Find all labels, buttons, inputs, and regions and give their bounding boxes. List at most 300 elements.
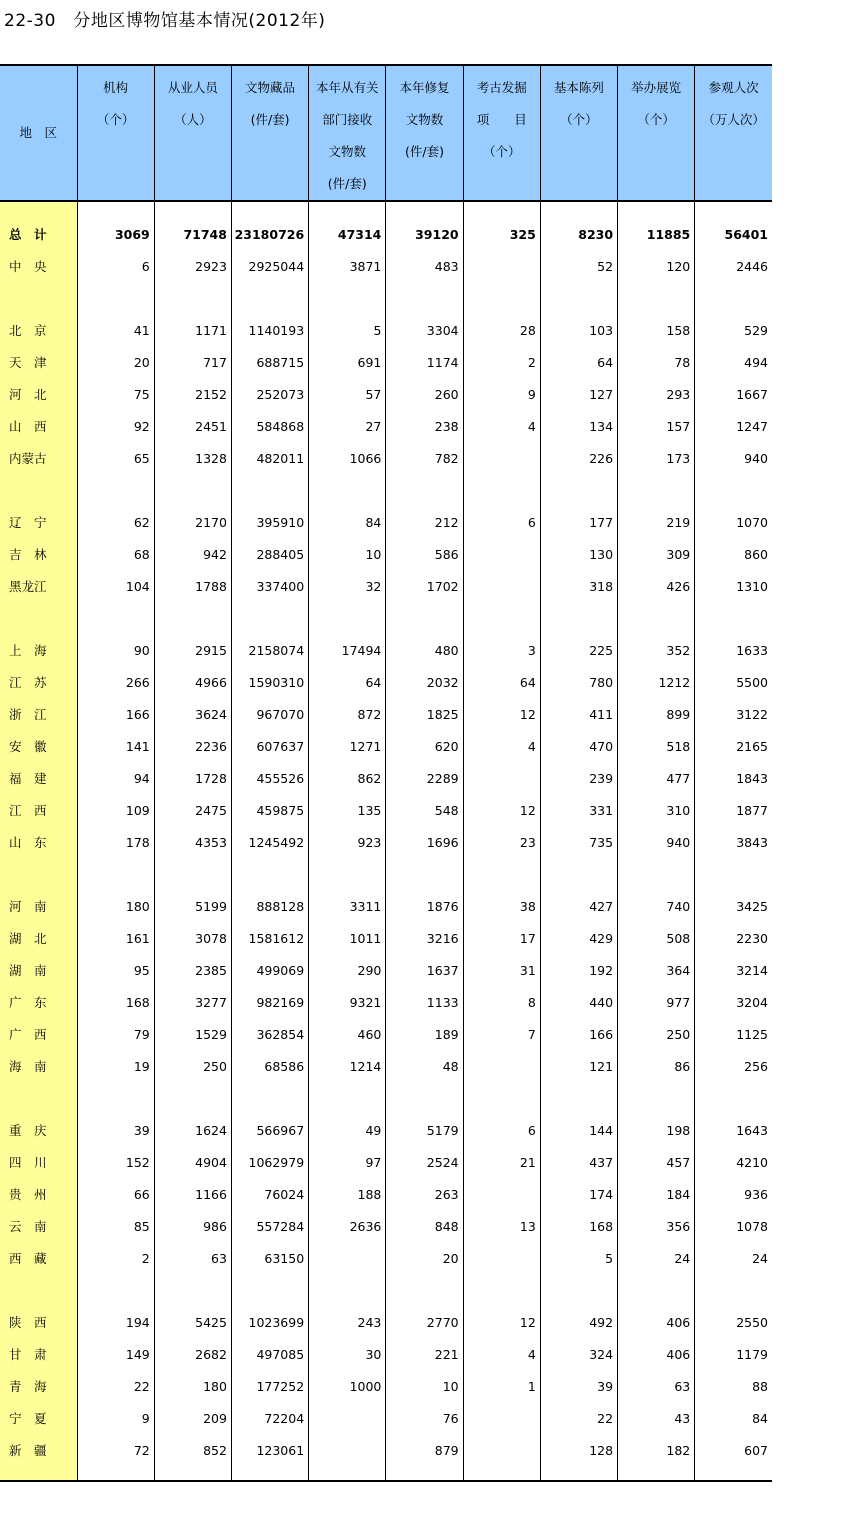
value-cell: 395910 xyxy=(231,506,308,538)
value-cell: 64 xyxy=(540,346,617,378)
column-header-line: 文物藏品 xyxy=(245,80,296,95)
table-row xyxy=(0,986,772,1018)
value-cell: 7 xyxy=(463,1018,540,1050)
value-cell xyxy=(154,474,231,506)
value-cell: 5 xyxy=(540,1242,617,1274)
value-cell xyxy=(154,1274,231,1306)
value-cell: 499069 xyxy=(231,954,308,986)
value-cell: 66 xyxy=(77,1178,154,1210)
value-cell: 79 xyxy=(77,1018,154,1050)
value-cell xyxy=(386,201,463,218)
column-header xyxy=(231,65,308,201)
value-cell: 691 xyxy=(309,346,386,378)
value-cell xyxy=(540,1466,617,1481)
region-name: 辽 宁 xyxy=(0,506,77,538)
value-cell xyxy=(540,1274,617,1306)
value-cell: 5425 xyxy=(154,1306,231,1338)
value-cell: 1174 xyxy=(386,346,463,378)
value-cell xyxy=(231,474,308,506)
value-cell: 899 xyxy=(618,698,695,730)
value-cell: 1171 xyxy=(154,314,231,346)
value-cell xyxy=(540,201,617,218)
value-cell: 518 xyxy=(618,730,695,762)
table-row xyxy=(0,666,772,698)
region-name: 甘 肃 xyxy=(0,1338,77,1370)
value-cell: 24 xyxy=(695,1242,772,1274)
value-cell xyxy=(231,201,308,218)
value-cell xyxy=(77,282,154,314)
value-cell: 566967 xyxy=(231,1114,308,1146)
value-cell: 557284 xyxy=(231,1210,308,1242)
value-cell: 4353 xyxy=(154,826,231,858)
table-row xyxy=(0,506,772,538)
value-cell: 30 xyxy=(309,1338,386,1370)
value-cell xyxy=(463,1466,540,1481)
column-header-line: 部门接收 xyxy=(322,112,373,127)
region-name: 西 藏 xyxy=(0,1242,77,1274)
value-cell: 480 xyxy=(386,634,463,666)
column-header xyxy=(695,65,772,201)
table-row xyxy=(0,1050,772,1082)
value-cell: 192 xyxy=(540,954,617,986)
value-cell: 9 xyxy=(77,1402,154,1434)
value-cell: 1633 xyxy=(695,634,772,666)
column-header xyxy=(309,65,386,201)
value-cell: 134 xyxy=(540,410,617,442)
value-cell: 4 xyxy=(463,410,540,442)
value-cell: 64 xyxy=(463,666,540,698)
value-cell xyxy=(386,602,463,634)
value-cell: 1643 xyxy=(695,1114,772,1146)
value-cell xyxy=(618,1082,695,1114)
value-cell: 717 xyxy=(154,346,231,378)
column-header-line: 本年修复 xyxy=(399,80,450,95)
value-cell: 17 xyxy=(463,922,540,954)
region-cell xyxy=(0,282,77,314)
value-cell xyxy=(695,602,772,634)
value-cell: 2 xyxy=(77,1242,154,1274)
value-cell: 1214 xyxy=(309,1050,386,1082)
value-cell: 22 xyxy=(540,1402,617,1434)
value-cell: 38 xyxy=(463,890,540,922)
value-cell: 23180726 xyxy=(231,218,308,250)
region-name: 河 南 xyxy=(0,890,77,922)
value-cell xyxy=(695,858,772,890)
value-cell: 178 xyxy=(77,826,154,858)
column-header-line: 文物数 xyxy=(328,144,367,159)
value-cell: 12 xyxy=(463,794,540,826)
table-row xyxy=(0,314,772,346)
column-header-line: 考古发掘 xyxy=(476,80,527,95)
column-header-region: 地 区 xyxy=(0,65,77,201)
region-name: 内蒙古 xyxy=(0,442,77,474)
value-cell: 103 xyxy=(540,314,617,346)
value-cell: 149 xyxy=(77,1338,154,1370)
value-cell: 198 xyxy=(618,1114,695,1146)
value-cell: 494 xyxy=(695,346,772,378)
value-cell xyxy=(618,282,695,314)
value-cell: 1011 xyxy=(309,922,386,954)
value-cell: 879 xyxy=(386,1434,463,1466)
value-cell: 780 xyxy=(540,666,617,698)
column-header xyxy=(77,65,154,201)
value-cell: 97 xyxy=(309,1146,386,1178)
value-cell: 22 xyxy=(77,1370,154,1402)
value-cell: 127 xyxy=(540,378,617,410)
total-row xyxy=(0,218,772,250)
value-cell: 11885 xyxy=(618,218,695,250)
value-cell: 406 xyxy=(618,1306,695,1338)
region-name: 贵 州 xyxy=(0,1178,77,1210)
region-name: 天 津 xyxy=(0,346,77,378)
value-cell: 188 xyxy=(309,1178,386,1210)
value-cell: 457 xyxy=(618,1146,695,1178)
value-cell: 331 xyxy=(540,794,617,826)
value-cell: 318 xyxy=(540,570,617,602)
region-name: 总 计 xyxy=(0,218,77,250)
region-name: 浙 江 xyxy=(0,698,77,730)
table-row xyxy=(0,890,772,922)
table-row xyxy=(0,570,772,602)
value-cell: 49 xyxy=(309,1114,386,1146)
value-cell xyxy=(463,570,540,602)
value-cell xyxy=(309,1466,386,1481)
value-cell: 76024 xyxy=(231,1178,308,1210)
value-cell: 324 xyxy=(540,1338,617,1370)
value-cell: 141 xyxy=(77,730,154,762)
value-cell: 2236 xyxy=(154,730,231,762)
value-cell: 1 xyxy=(463,1370,540,1402)
value-cell: 250 xyxy=(154,1050,231,1082)
region-name: 新 疆 xyxy=(0,1434,77,1466)
value-cell: 2475 xyxy=(154,794,231,826)
value-cell: 3204 xyxy=(695,986,772,1018)
value-cell: 470 xyxy=(540,730,617,762)
value-cell: 72 xyxy=(77,1434,154,1466)
value-cell: 406 xyxy=(618,1338,695,1370)
value-cell: 3078 xyxy=(154,922,231,954)
value-cell: 239 xyxy=(540,762,617,794)
value-cell: 2170 xyxy=(154,506,231,538)
value-cell: 5 xyxy=(309,314,386,346)
value-cell xyxy=(463,282,540,314)
value-cell: 1667 xyxy=(695,378,772,410)
header-row xyxy=(0,65,772,201)
value-cell: 158 xyxy=(618,314,695,346)
value-cell xyxy=(154,282,231,314)
table-row xyxy=(0,1434,772,1466)
region-name: 湖 南 xyxy=(0,954,77,986)
value-cell: 942 xyxy=(154,538,231,570)
value-cell: 1877 xyxy=(695,794,772,826)
value-cell: 39120 xyxy=(386,218,463,250)
value-cell: 152 xyxy=(77,1146,154,1178)
region-name: 云 南 xyxy=(0,1210,77,1242)
region-cell xyxy=(0,858,77,890)
value-cell: 529 xyxy=(695,314,772,346)
value-cell: 123061 xyxy=(231,1434,308,1466)
value-cell: 362854 xyxy=(231,1018,308,1050)
column-header-line: (件/套) xyxy=(405,144,444,159)
value-cell xyxy=(463,250,540,282)
value-cell xyxy=(386,1274,463,1306)
value-cell xyxy=(77,858,154,890)
value-cell: 1788 xyxy=(154,570,231,602)
value-cell: 459875 xyxy=(231,794,308,826)
value-cell: 3122 xyxy=(695,698,772,730)
value-cell xyxy=(618,201,695,218)
value-cell: 508 xyxy=(618,922,695,954)
value-cell: 3871 xyxy=(309,250,386,282)
region-name: 河 北 xyxy=(0,378,77,410)
value-cell: 168 xyxy=(540,1210,617,1242)
value-cell xyxy=(309,474,386,506)
value-cell: 221 xyxy=(386,1338,463,1370)
value-cell: 219 xyxy=(618,506,695,538)
value-cell: 1529 xyxy=(154,1018,231,1050)
column-header-line: （个） xyxy=(637,112,675,127)
value-cell: 940 xyxy=(695,442,772,474)
value-cell: 238 xyxy=(386,410,463,442)
value-cell: 477 xyxy=(618,762,695,794)
value-cell: 1140193 xyxy=(231,314,308,346)
value-cell: 3069 xyxy=(77,218,154,250)
value-cell: 31 xyxy=(463,954,540,986)
value-cell: 13 xyxy=(463,1210,540,1242)
table-row xyxy=(0,954,772,986)
value-cell: 189 xyxy=(386,1018,463,1050)
table-row xyxy=(0,1338,772,1370)
value-cell: 3277 xyxy=(154,986,231,1018)
value-cell: 9321 xyxy=(309,986,386,1018)
value-cell: 8230 xyxy=(540,218,617,250)
value-cell: 6 xyxy=(463,506,540,538)
table-row xyxy=(0,1306,772,1338)
region-name: 青 海 xyxy=(0,1370,77,1402)
spacer-row xyxy=(0,282,772,314)
value-cell: 52 xyxy=(540,250,617,282)
value-cell: 226 xyxy=(540,442,617,474)
value-cell: 1825 xyxy=(386,698,463,730)
value-cell: 1070 xyxy=(695,506,772,538)
value-cell: 3425 xyxy=(695,890,772,922)
value-cell: 43 xyxy=(618,1402,695,1434)
value-cell: 120 xyxy=(618,250,695,282)
value-cell xyxy=(309,858,386,890)
region-cell xyxy=(0,1274,77,1306)
value-cell: 180 xyxy=(154,1370,231,1402)
table-row xyxy=(0,250,772,282)
value-cell: 1133 xyxy=(386,986,463,1018)
value-cell xyxy=(463,1082,540,1114)
region-name: 吉 林 xyxy=(0,538,77,570)
value-cell: 23 xyxy=(463,826,540,858)
value-cell xyxy=(695,1466,772,1481)
value-cell: 2032 xyxy=(386,666,463,698)
value-cell xyxy=(540,1082,617,1114)
value-cell: 620 xyxy=(386,730,463,762)
value-cell: 182 xyxy=(618,1434,695,1466)
value-cell: 9 xyxy=(463,378,540,410)
value-cell: 194 xyxy=(77,1306,154,1338)
column-header xyxy=(154,65,231,201)
value-cell: 177 xyxy=(540,506,617,538)
value-cell xyxy=(463,1274,540,1306)
value-cell: 71748 xyxy=(154,218,231,250)
value-cell: 735 xyxy=(540,826,617,858)
value-cell: 482011 xyxy=(231,442,308,474)
column-header-line: (件/套) xyxy=(250,112,290,127)
value-cell: 5199 xyxy=(154,890,231,922)
value-cell: 2158074 xyxy=(231,634,308,666)
value-cell xyxy=(386,474,463,506)
value-cell: 1078 xyxy=(695,1210,772,1242)
value-cell: 427 xyxy=(540,890,617,922)
table-row xyxy=(0,538,772,570)
value-cell: 17494 xyxy=(309,634,386,666)
value-cell xyxy=(154,858,231,890)
value-cell: 19 xyxy=(77,1050,154,1082)
value-cell: 256 xyxy=(695,1050,772,1082)
region-name: 重 庆 xyxy=(0,1114,77,1146)
value-cell: 782 xyxy=(386,442,463,474)
value-cell: 48 xyxy=(386,1050,463,1082)
value-cell: 429 xyxy=(540,922,617,954)
value-cell: 130 xyxy=(540,538,617,570)
column-header xyxy=(540,65,617,201)
value-cell: 4966 xyxy=(154,666,231,698)
value-cell: 2165 xyxy=(695,730,772,762)
value-cell: 4904 xyxy=(154,1146,231,1178)
value-cell: 923 xyxy=(309,826,386,858)
region-name: 山 西 xyxy=(0,410,77,442)
value-cell: 168 xyxy=(77,986,154,1018)
value-cell: 586 xyxy=(386,538,463,570)
value-cell: 2 xyxy=(463,346,540,378)
value-cell: 1062979 xyxy=(231,1146,308,1178)
value-cell xyxy=(463,201,540,218)
column-header-line: 基本陈列 xyxy=(553,80,604,95)
value-cell: 39 xyxy=(540,1370,617,1402)
value-cell: 180 xyxy=(77,890,154,922)
column-header-line: 本年从有关 xyxy=(316,80,379,95)
value-cell: 72204 xyxy=(231,1402,308,1434)
region-name: 上 海 xyxy=(0,634,77,666)
column-header-line: 举办展览 xyxy=(631,80,682,95)
value-cell: 12 xyxy=(463,698,540,730)
value-cell xyxy=(540,282,617,314)
value-cell: 1728 xyxy=(154,762,231,794)
column-header xyxy=(618,65,695,201)
value-cell: 2230 xyxy=(695,922,772,954)
value-cell: 135 xyxy=(309,794,386,826)
value-cell: 109 xyxy=(77,794,154,826)
value-cell: 39 xyxy=(77,1114,154,1146)
value-cell xyxy=(309,1402,386,1434)
value-cell: 157 xyxy=(618,410,695,442)
value-cell xyxy=(77,602,154,634)
value-cell: 174 xyxy=(540,1178,617,1210)
region-name: 广 东 xyxy=(0,986,77,1018)
column-header-line: （个） xyxy=(482,144,521,159)
table-row xyxy=(0,1210,772,1242)
value-cell: 460 xyxy=(309,1018,386,1050)
value-cell: 266 xyxy=(77,666,154,698)
value-cell xyxy=(540,602,617,634)
region-cell xyxy=(0,1082,77,1114)
value-cell xyxy=(154,1466,231,1481)
value-cell: 56401 xyxy=(695,218,772,250)
value-cell: 2636 xyxy=(309,1210,386,1242)
value-cell xyxy=(77,1274,154,1306)
region-name: 安 徽 xyxy=(0,730,77,762)
value-cell: 497085 xyxy=(231,1338,308,1370)
value-cell: 1876 xyxy=(386,890,463,922)
value-cell: 440 xyxy=(540,986,617,1018)
region-name: 山 东 xyxy=(0,826,77,858)
column-header-line: （个） xyxy=(96,112,135,127)
value-cell: 24 xyxy=(618,1242,695,1274)
column-header-line: （个） xyxy=(560,112,598,127)
region-name: 广 西 xyxy=(0,1018,77,1050)
value-cell: 455526 xyxy=(231,762,308,794)
value-cell: 4210 xyxy=(695,1146,772,1178)
region-name: 福 建 xyxy=(0,762,77,794)
value-cell: 84 xyxy=(695,1402,772,1434)
value-cell: 243 xyxy=(309,1306,386,1338)
spacer-row xyxy=(0,858,772,890)
spacer-row xyxy=(0,1082,772,1114)
value-cell: 225 xyxy=(540,634,617,666)
value-cell xyxy=(386,282,463,314)
value-cell: 1590310 xyxy=(231,666,308,698)
value-cell xyxy=(386,1466,463,1481)
value-cell xyxy=(309,1274,386,1306)
value-cell: 3843 xyxy=(695,826,772,858)
value-cell: 4 xyxy=(463,1338,540,1370)
column-header-line: 参观人次 xyxy=(708,80,759,95)
value-cell xyxy=(231,1274,308,1306)
value-cell: 212 xyxy=(386,506,463,538)
region-name: 中 央 xyxy=(0,250,77,282)
region-name: 江 苏 xyxy=(0,666,77,698)
value-cell: 94 xyxy=(77,762,154,794)
value-cell: 95 xyxy=(77,954,154,986)
value-cell: 63150 xyxy=(231,1242,308,1274)
value-cell xyxy=(618,1466,695,1481)
value-cell: 2770 xyxy=(386,1306,463,1338)
value-cell: 1696 xyxy=(386,826,463,858)
value-cell: 209 xyxy=(154,1402,231,1434)
region-cell xyxy=(0,201,77,218)
value-cell: 2152 xyxy=(154,378,231,410)
value-cell: 872 xyxy=(309,698,386,730)
value-cell xyxy=(695,282,772,314)
value-cell: 426 xyxy=(618,570,695,602)
value-cell: 78 xyxy=(618,346,695,378)
table-row xyxy=(0,826,772,858)
value-cell: 290 xyxy=(309,954,386,986)
value-cell xyxy=(309,201,386,218)
padding-row xyxy=(0,201,772,218)
value-cell xyxy=(463,474,540,506)
value-cell: 63 xyxy=(618,1370,695,1402)
value-cell xyxy=(695,201,772,218)
value-cell: 1212 xyxy=(618,666,695,698)
value-cell xyxy=(231,1082,308,1114)
value-cell xyxy=(231,1466,308,1481)
value-cell: 293 xyxy=(618,378,695,410)
